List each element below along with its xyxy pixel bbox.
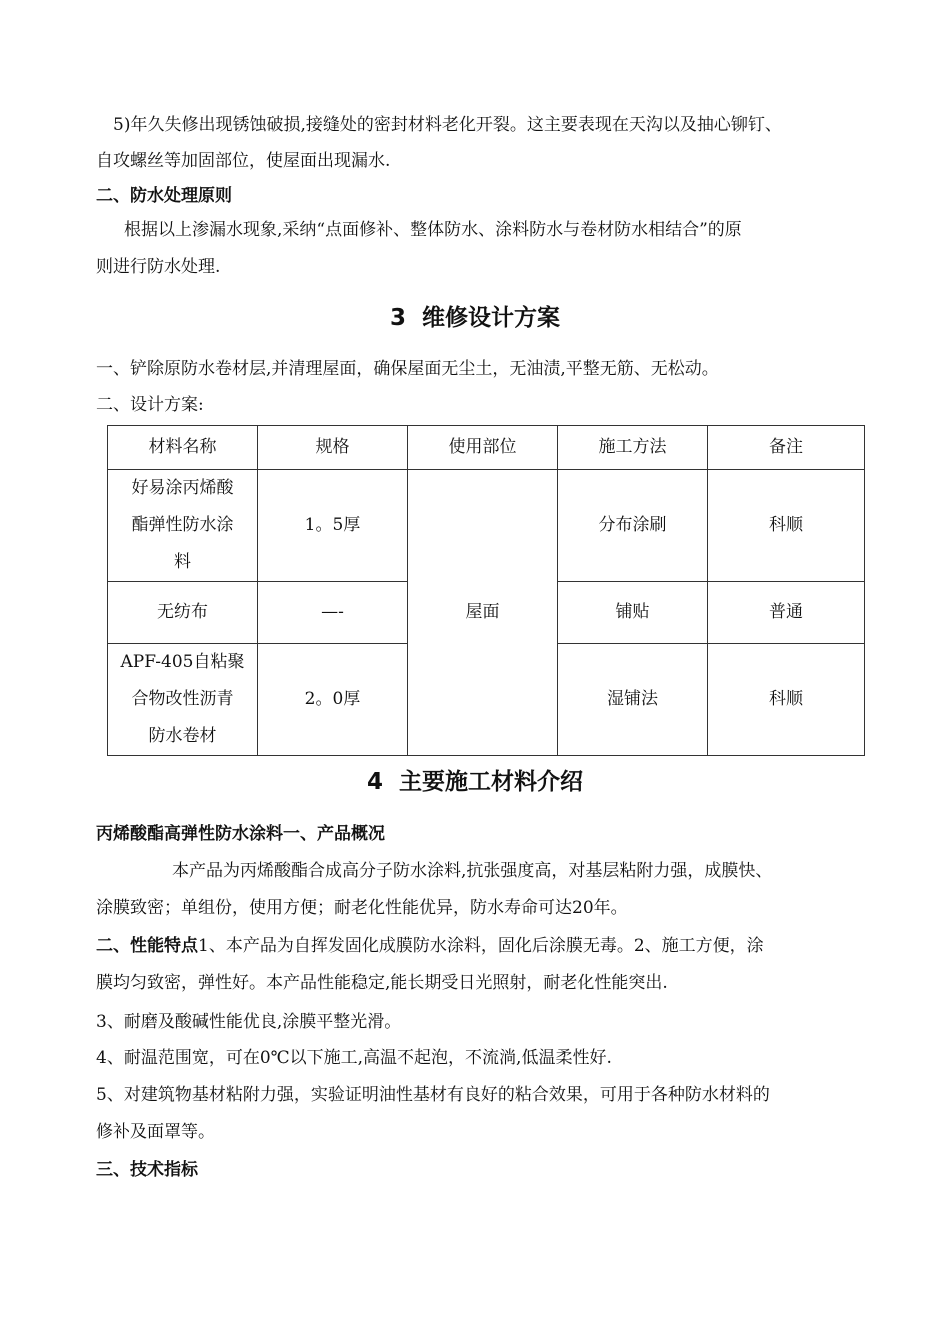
section-title-materials-intro: 4 主要施工材料介绍 — [366, 769, 584, 795]
paragraph-features-line2: 膜均匀致密，弹性好。本产品性能稳定,能长期受日光照射，耐老化性能突出. — [96, 973, 668, 993]
table-cell-note: 科顺 — [708, 470, 865, 582]
cell-text-line: 无纺布 — [157, 602, 208, 622]
cell-text-line: 好易涂丙烯酸 — [131, 478, 234, 498]
table-header-cell: 规格 — [258, 426, 408, 470]
table-header-cell: 备注 — [708, 426, 865, 470]
table-header-cell: 材料名称 — [108, 426, 258, 470]
paragraph-principle-line1: 根据以上渗漏水现象,采纳“点面修补、整体防水、涂料防水与卷材防水相结合”的原 — [124, 220, 742, 240]
paragraph-overview-line1: 本产品为丙烯酸酯合成高分子防水涂料,抗张强度高，对基层粘附力强，成膜快、 — [172, 861, 773, 881]
table-cell-spec: 1。5厚 — [258, 470, 408, 582]
paragraph-item5-line2: 自攻螺丝等加固部位，使屋面出现漏水. — [96, 151, 391, 171]
table-cell-material-name — [108, 582, 258, 644]
table-header-cell: 施工方法 — [558, 426, 708, 470]
materials-table — [107, 425, 865, 756]
heading-technical-specs: 三、技术指标 — [96, 1160, 198, 1180]
cell-text-line: 合物改性沥青 — [131, 689, 234, 709]
list-item-feature-5-line2: 修补及面罩等。 — [96, 1122, 215, 1142]
cell-text-line: 料 — [174, 552, 191, 572]
table-cell-note: 普通 — [708, 582, 865, 644]
table-header-cell: 使用部位 — [408, 426, 558, 470]
table-cell-method: 湿铺法 — [558, 644, 708, 756]
table-row — [108, 470, 865, 582]
paragraph-principle-line2: 则进行防水处理. — [96, 257, 221, 277]
table-cell-material-name — [108, 644, 258, 756]
heading-product-overview: 丙烯酸酯高弹性防水涂料一、产品概况 — [96, 824, 385, 844]
cell-text-line: APF-405自粘聚 — [120, 652, 245, 672]
table-cell-note: 科顺 — [708, 644, 865, 756]
paragraph-item5-line1: 5)年久失修出现锈蚀破损,接缝处的密封材料老化开裂。这主要表现在天沟以及抽心铆钉、 — [113, 115, 782, 135]
list-item-feature-5-line1: 5、对建筑物基材粘附力强，实验证明油性基材有良好的粘合效果，可用于各种防水材料的 — [96, 1085, 770, 1105]
cell-text-line: 酯弹性防水涂 — [131, 515, 234, 535]
table-cell-spec: 2。0厚 — [258, 644, 408, 756]
section-title-repair-design: 3 维修设计方案 — [389, 305, 561, 331]
list-item-design-plan: 二、设计方案: — [96, 395, 204, 415]
table-cell-method: 分布涂刷 — [558, 470, 708, 582]
list-item-feature-3: 3、耐磨及酸碱性能优良,涂膜平整光滑。 — [96, 1012, 402, 1032]
heading-features: 二、性能特点 — [96, 936, 198, 956]
heading-waterproof-principle: 二、防水处理原则 — [96, 186, 232, 206]
table-cell-usage-merged: 屋面 — [408, 470, 558, 756]
paragraph-overview-line2: 涂膜致密；单组份，使用方便；耐老化性能优异，防水寿命可达20年。 — [96, 898, 628, 918]
cell-text-line: 防水卷材 — [148, 726, 217, 746]
table-cell-method: 铺贴 — [558, 582, 708, 644]
table-cell-material-name — [108, 470, 258, 582]
table-cell-spec: —- — [258, 582, 408, 644]
paragraph-features-line1 — [96, 934, 764, 958]
list-item-feature-4: 4、耐温范围宽，可在0℃以下施工,高温不起泡，不流淌,低温柔性好. — [96, 1048, 612, 1068]
features-text: 1、本产品为自挥发固化成膜防水涂料，固化后涂膜无毒。2、施工方便，涂 — [198, 936, 764, 956]
list-item-remove-old-layer: 一、铲除原防水卷材层,并清理屋面，确保屋面无尘土，无油渍,平整无筋、无松动。 — [96, 359, 719, 379]
table-header-row — [108, 426, 865, 470]
